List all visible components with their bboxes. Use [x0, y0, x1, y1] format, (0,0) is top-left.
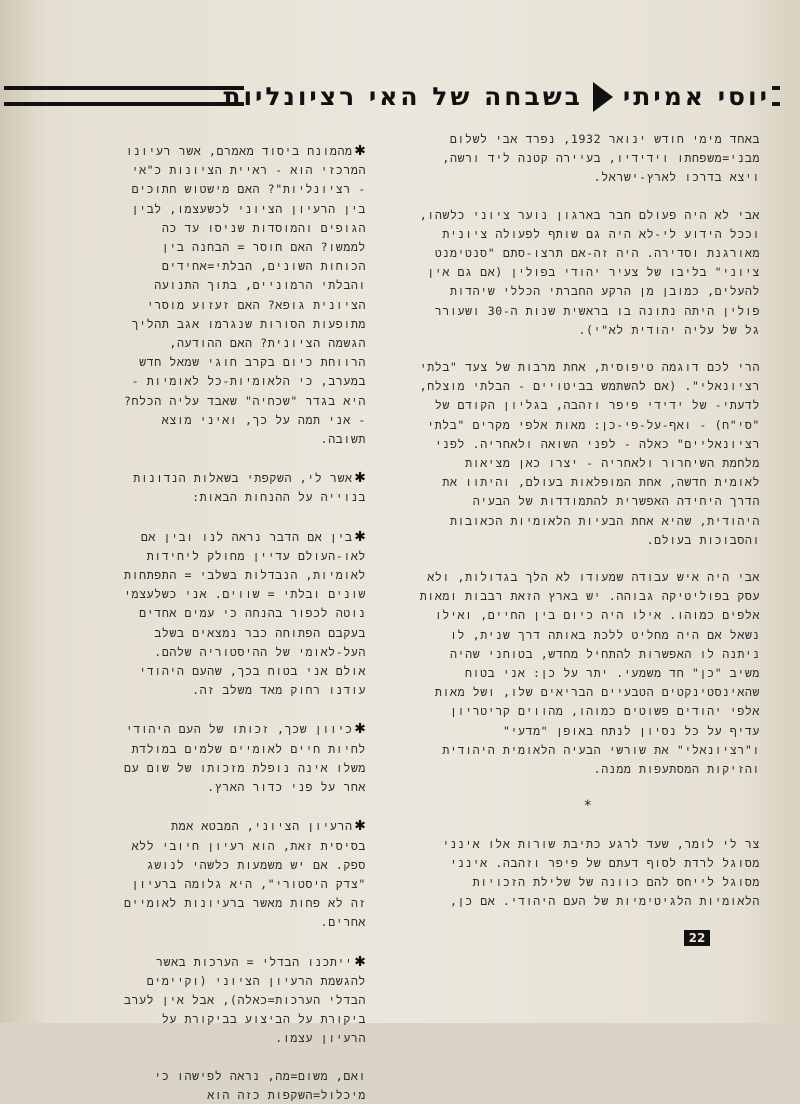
asterisk-icon: ✱	[354, 139, 366, 160]
page-number: 22	[684, 930, 710, 946]
title-rule-top	[4, 86, 244, 90]
right-column	[416, 130, 760, 929]
title-rule-right-top	[772, 86, 780, 90]
asterisk-icon: ✱	[354, 717, 366, 739]
article-title	[223, 82, 770, 112]
paragraph: הרי לכם דוגמה טיפוסית, אחת מרבות של צעד "בלתי רציונאלי". (אם להשתמש בביטויים - הבלתי מוצלח, לדעתי- של ידידי פיפר וזהבה, בגליון הקודם של "סי"ח) - ואף-על-פי-כן: מאות אלפי מקרים "בלתי רציונאליים" כאלה - לפני השואה ולאחריה. לפני מלחמת השיחרור ולאחריה - יצרו כאן מציאות לאומית חדשה, אחת המופלאות בעולם, והיתוו את הדרך היחידה האפשרית להתמודדות של הבעיה היהודית, שהיא אחת הבעיות הלאומיות הכאובות והסבוכות בעולם.	[419, 360, 760, 547]
title-rule-right-bottom	[772, 102, 780, 106]
asterisk-icon: ✱	[354, 949, 366, 971]
paragraph: אבי לא היה פעולם חבר בארגון נוער ציוני כלשהו, וככל הידוע לי-לא היה גם שותף לפעולה ציונית מאורגנת וסדירה. היה זה-אם תרצו-סתם "סנטימנט ציוני" בליבו של צעיר יהודי בפולין (אם גם אין להעלים, כמובן מן הרקע החברתי הכללי שיהדות פולין היתה נתונה בו בראשית שנות ה-30 ושעורר גל של עליה יהודית לא"י).	[419, 207, 760, 337]
paragraph: באחד מימי חודש ינואר 1932, נפרד אבי לשלום מבני=משפחתו וידידיו, בעיירה קטנה ליד ורשה, ויצא בדרכו לארץ-ישראל.	[442, 132, 760, 185]
paragraph: אבי היה איש עבודה שמעודו לא הלך בגדולות, ולא עסק בפוליטיקה גבוהה. יש בארץ הזאת רבבות ומאות אלפים כמוהו. אילו היה כיום בין החיים, ואילו נשאל אם היה מחליט ללכת באותה דרך שנית, לו ניתנה לו האפשרות להתחיל מחדש, בטוחני שהיה משיב "כן" חד משמעי. יתר על כן: אני בטוח שהאינסטינקטים הטבעיים הבריאים שלו, ושל מאות אלפי יהודים פשוטים כמוהו, מהווים קריטריון עדיף על כל נסיון לנתח באופן "מדעי" ו"רציונאלי" את שורשי הבעיה הלאומית היהודית והזיקות המסתעפות ממנה.	[419, 570, 760, 777]
title-rule-bottom	[4, 102, 244, 106]
asterisk-icon: ✱	[354, 524, 366, 546]
left-column	[122, 140, 366, 1104]
paragraph: ✱אשר לי, השקפתי בשאלות הנדונות בנוייה על ההנחות הבאות:	[133, 466, 366, 505]
asterisk-icon: ✱	[354, 814, 366, 836]
article-title-bar	[4, 82, 780, 112]
section-divider: *	[583, 798, 593, 815]
paragraph: ✱ייתכנו הבדלי = הערכות באשר להגשמת הרעיון הציוני (וקיימים הבדלי הערכות=כאלה), אבל אין לערב ביקורת על הביצוע בביקורת על הרעיון עצמו.	[124, 949, 366, 1046]
title-phrase: בשבחה של האי רציונליות	[223, 82, 583, 111]
paragraph: ✱בין אם הדבר נראה לנו ובין אם לאו-העולם עדיין מחולק ליחידות לאומיות, הנבדלות בשלבי = התפתחות שונים ובלתי = שווים. אני כשלעצמי נוטה לכפור בהנחה כי עמים אחדים בעקבם הפתוחה כבר נמצאים בשלב העל-לאומי של ההיסטוריה שלהם. אולם אני בטוח בכך, שהעם היהודי עודנו רחוק מאד משלב זה.	[124, 524, 366, 698]
asterisk-icon: ✱	[354, 466, 366, 488]
paragraph: ✱הרעיון הציוני, המבטא אמת בסיסית זאת, הוא רעיון חיובי ללא ספק. אם יש משמעות כלשהי לנושג "צדק היסטורי", היא גלומה ברעיון זה לא פחות מאשר ברעיונות לאומיים אחרים.	[124, 814, 366, 930]
arrow-icon	[593, 82, 613, 112]
paragraph: צר לי לומר, שעד לרגע כתיבת שורות אלו אינני מסוגל לרדת לסוף דעתם של פיפר וזהבה. אינני מסוגל לייחס להם כוונה של שלילת הזכויות הלאומיות הלגיטימיות של העם היהודי. אם כן,	[442, 836, 760, 909]
author-name: יוסי אמיתי	[622, 82, 770, 111]
paragraph: ✱מהמונח ביסוד מאמרם, אשר רעיונו המרכזי הוא - ראיית הציונות כ"אי - רציונליות"? האם מישטוש חתוכים בין הרעיון הציוני לכשעצמו, לבין הגופים והמוסדות שניסו עד כה לממשו? האם חוסר = הבחנה בין הכוחות השונים, הבלתי=אחידים והבלתי הרמוניים, בתוך התנועה הציונית גופא? האם זעזוע מוסרי מתופעות הסורות שנגרמו אגב תהליך הגשמה הציונית? האם ההודעה, הרווחת כיום בקרב חוגי שמאל חדש במערב, כי הלאומיות-כל לאומיות - היא בגדר "שכחיה" שאבד עליה הכלח? - אני תמה על כך, ואיני מוצא תשובה.	[123, 139, 366, 447]
paragraph: ✱כיוון שכך, זכותו של העם היהודי לחיות חיים לאומיים שלמים במולדת משלו אינה נופלת מזכותו של שום עם אחר על פני כדור הארץ.	[124, 717, 366, 795]
paragraph: ואם, משום=מה, נראה לפישהו כי מיכלול=השקפות כזה הוא	[154, 1068, 366, 1102]
